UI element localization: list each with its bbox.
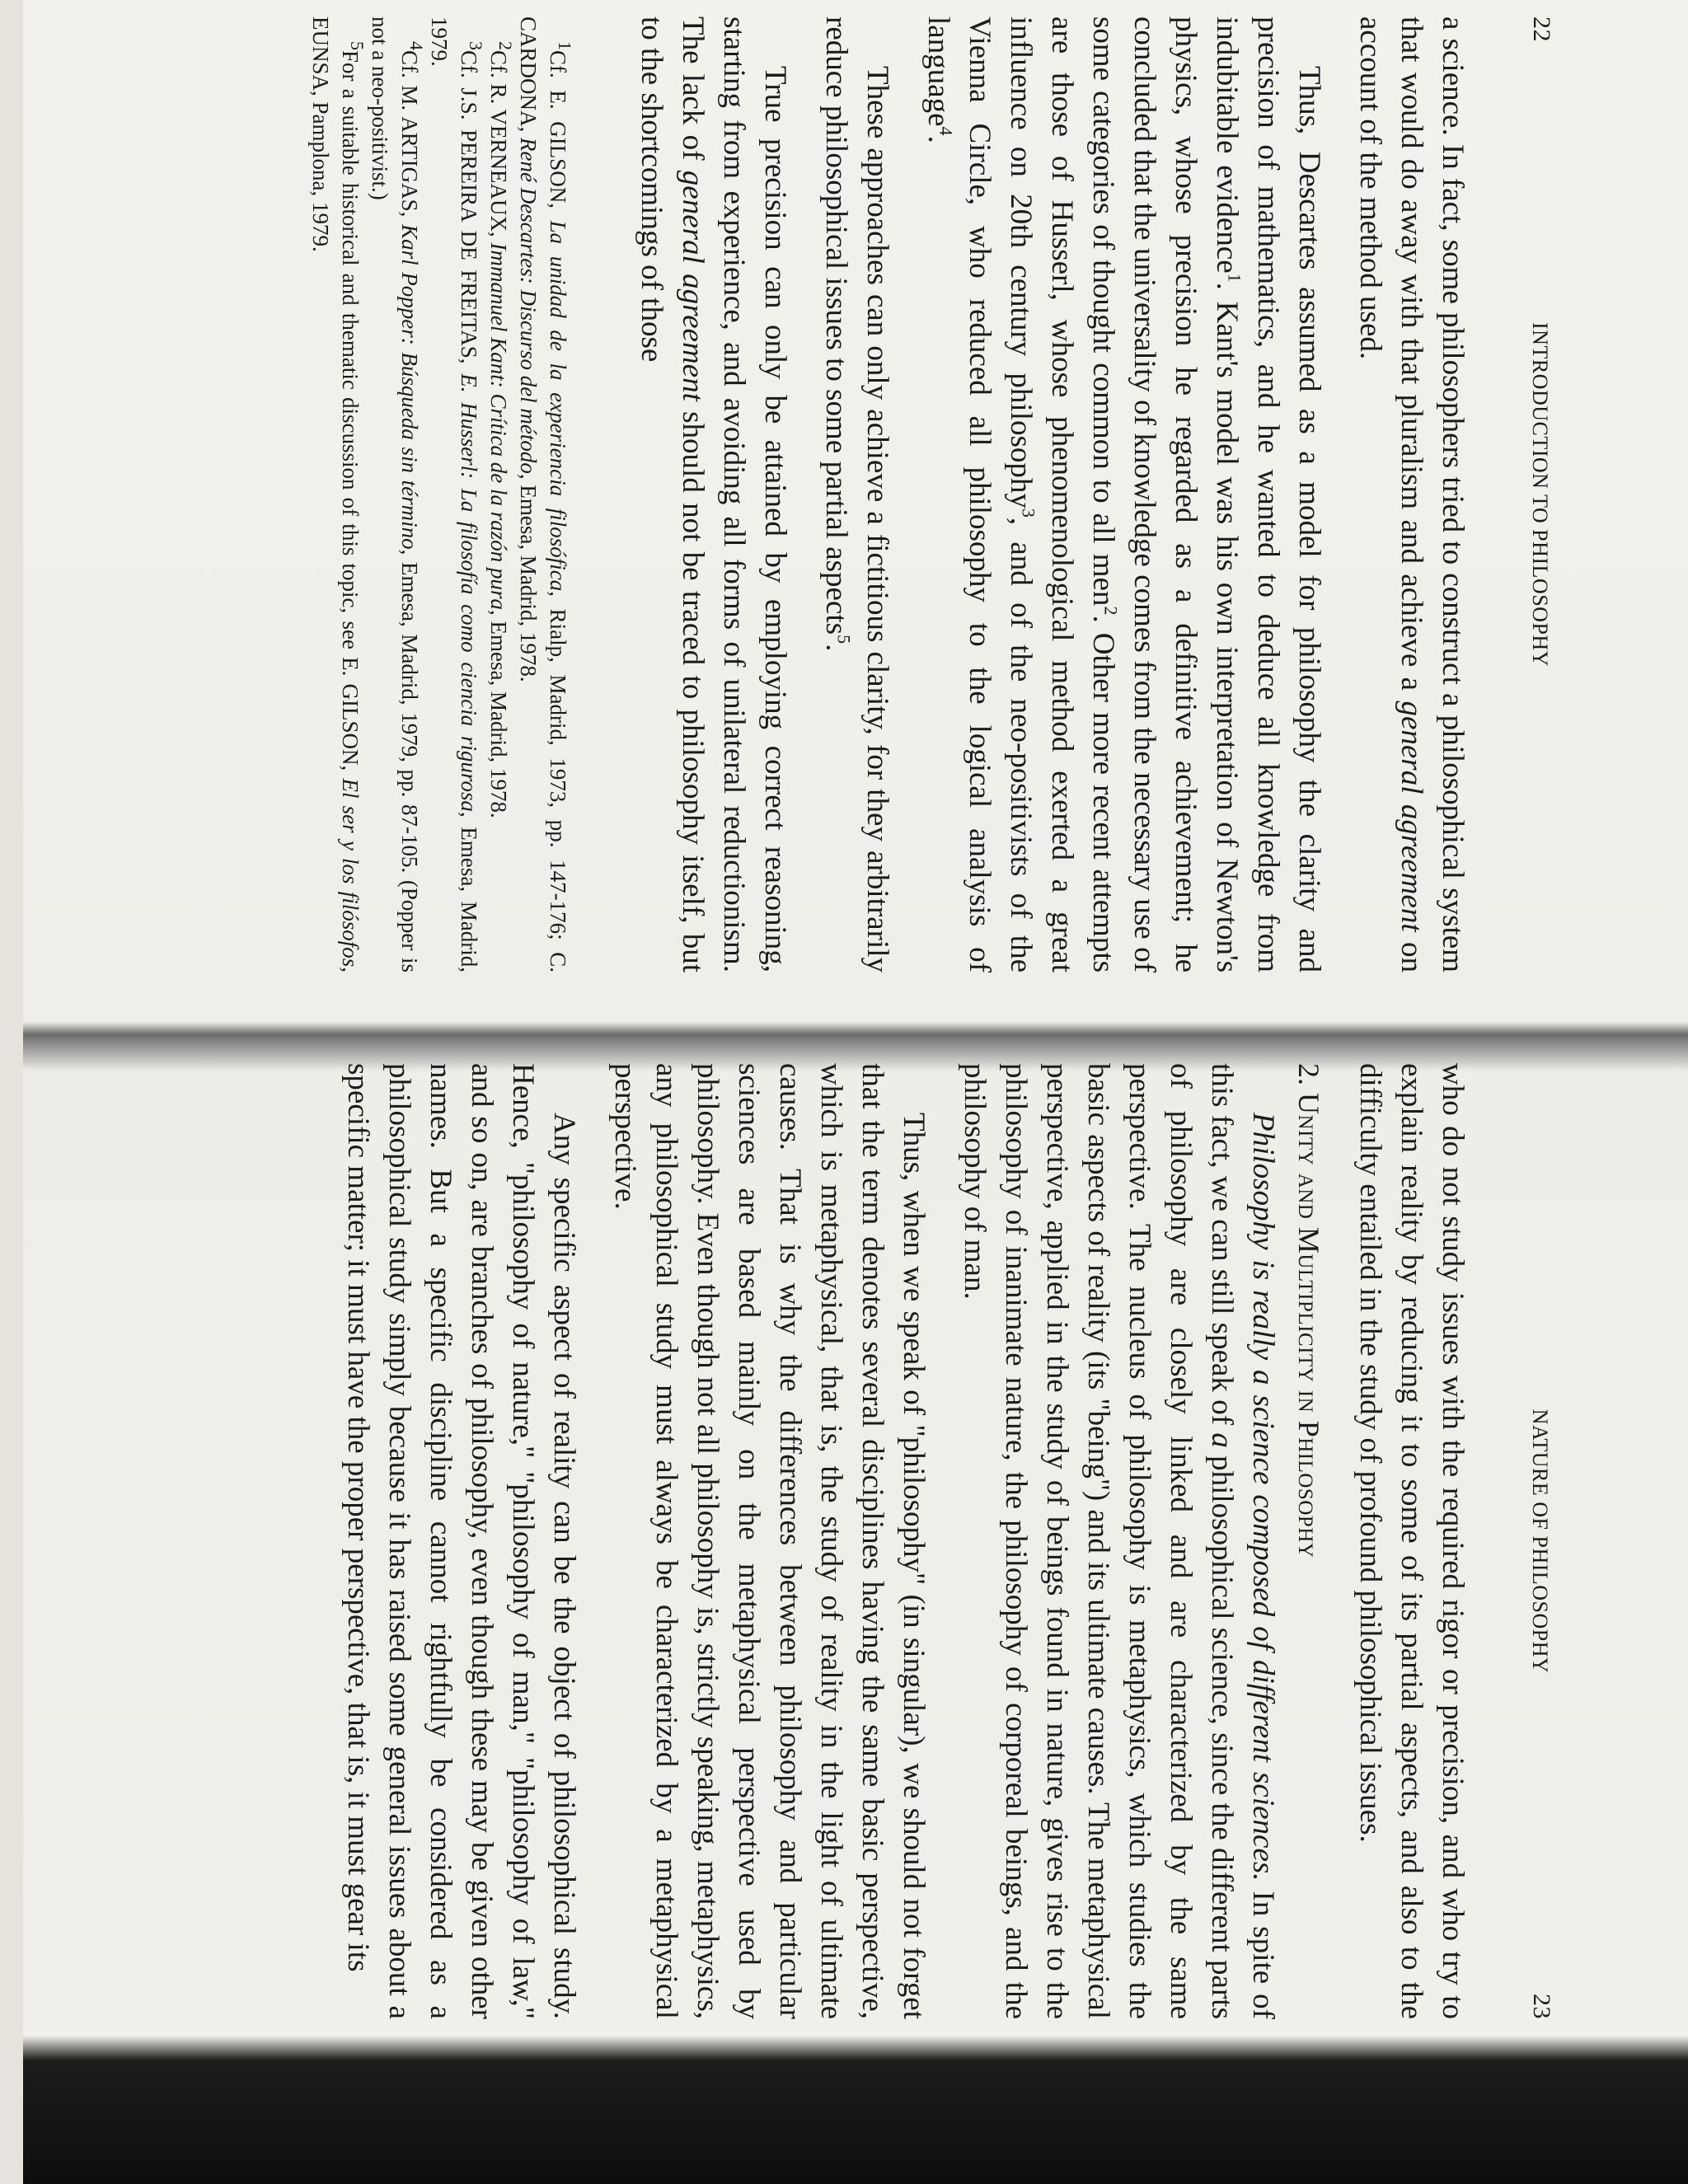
page-header	[1504, 16, 1562, 972]
page-header	[1504, 1063, 1562, 2019]
footnote-ref[interactable]: 2	[1100, 606, 1122, 616]
paragraph: True precision can only be attained by employing correct reasoning, starting from experience, and avoiding all forms of unilateral reductionism. The lack of general agreement should not be traced to philosophy itself, but to the shortcomings of those	[635, 16, 792, 972]
footnote: $^5$For a suitable historical and thematic discussion of this topic, see E. GILSON, El ser y los filósofos, EUNSA, Pamplona, 1979.	[308, 16, 368, 972]
footnote-ref[interactable]: 1	[1224, 273, 1245, 283]
section-heading: 2. Unity and Multiplicity in Philosophy	[1292, 1063, 1325, 1558]
footnote-ref[interactable]: 3	[1018, 508, 1039, 518]
running-head: NATURE OF PHILOSOPHY	[1528, 1408, 1552, 1674]
running-head: INTRODUCTION TO PHILOSOPHY	[1528, 322, 1552, 667]
footnote-ref[interactable]: 5	[833, 635, 855, 644]
paragraph: Thus, when we speak of "philosophy" (in singular), we should not forget that the term denotes several disciplines having the same basic perspective, which is metaphysical, that is, the study of reality in the light of ultimate causes. That is why the differences between philosophy and particular sciences are based mainly on the metaphysical perspective used by philosophy. Even though not all philosophy is, strictly speaking, metaphysics, any philosophical study must always be characterized by a metaphysical perspective.	[608, 1063, 931, 2019]
footnote: $^1$Cf. E. GILSON, La unidad de la experiencia filosófica, Rialp, Madrid, 1973, pp. 147-176; C. CARDONA, René Descartes: Discurso del método, Emesa, Madrid, 1978.	[516, 16, 575, 972]
page-number: 23	[1528, 1994, 1555, 2019]
paragraph: a science. In fact, some philosophers tried to construct a philosophical system that would do away with that pluralism and achieve a general agreement on account of the method used.	[1353, 16, 1470, 972]
page-edge	[0, 0, 23, 2184]
footnote: $^2$Cf. R. VERNEAUX, Immanuel Kant: Crítica de la razón pura, Emesa, Madrid, 1978.	[486, 41, 516, 818]
footnote-ref[interactable]: 4	[935, 126, 957, 136]
paragraph: Any specific aspect of reality can be the object of philosophical study. Hence, "philosophy of nature," "philosophy of man," "philosophy of law," and so on, are branches of philosophy, even though these may be given other names. But a specific discipline cannot rightfully be considered as a philosophical study simply because it has raised some general issues about a specific matter; it must have the proper perspective, that is, it must gear its	[341, 1063, 581, 2019]
paragraph: These approaches can only achieve a fictitious clarity, for they arbitrarily reduce philosophical issues to some partial aspects$^5$.	[819, 16, 894, 972]
footnotes	[306, 16, 573, 972]
page-body	[631, 16, 1504, 972]
page-body	[337, 1063, 1504, 2019]
page-23	[144, 1063, 1562, 2019]
page-number: 22	[1528, 16, 1555, 42]
footnote: $^3$Cf. J.S. PEREIRA DE FREITAS, E. Husserl: La filosofía como ciencia rigurosa, Emesa, Madrid, 1979.	[427, 16, 486, 973]
footnote: $^4$Cf. M. ARTIGAS, Karl Popper: Búsqueda sin término, Emesa, Madrid, 1979, pp. 87-105. (Popper is not a neo-positivist.)	[368, 16, 427, 972]
page-22	[144, 16, 1562, 972]
paragraph: Philosophy is really a science composed of different sciences. In spite of this fact, we can still speak of a philosophical science, since the different parts of philosophy are closely linked and are characterized by the same perspective. The nucleus of philosophy is metaphysics, which studies the basic aspects of reality (its "being") and its ultimate causes. The metaphysical perspective, applied in the study of beings found in nature, gives rise to the philosophy of inanimate nature, the philosophy of corporeal beings, and the philosophy of man.	[958, 1063, 1280, 2019]
paragraph: who do not study issues with the required rigor or precision, and who try to explain reality by reducing it to some of its partial aspects, and also to the difficulty entailed in the study of profound philosophical issues.	[1353, 1063, 1470, 2019]
paragraph: Thus, Descartes assumed as a model for philosophy the clarity and precision of mathematics, and he wanted to deduce all knowledge from indubitable evidence$^1$. Kant's model was his own interpretation of Newton's physics, whose precision he regarded as a definitive achievement; he concluded that the universality of knowledge comes from the necessary use of some categories of thought common to all men$^2$. Other more recent attempts are those of Husserl, whose phenomenological method exerted a great influence on 20th century philosophy$^3$, and of the neo-positivists of the Vienna Circle, who reduced all philosophy to the logical analysis of language$^4$.	[921, 16, 1326, 973]
